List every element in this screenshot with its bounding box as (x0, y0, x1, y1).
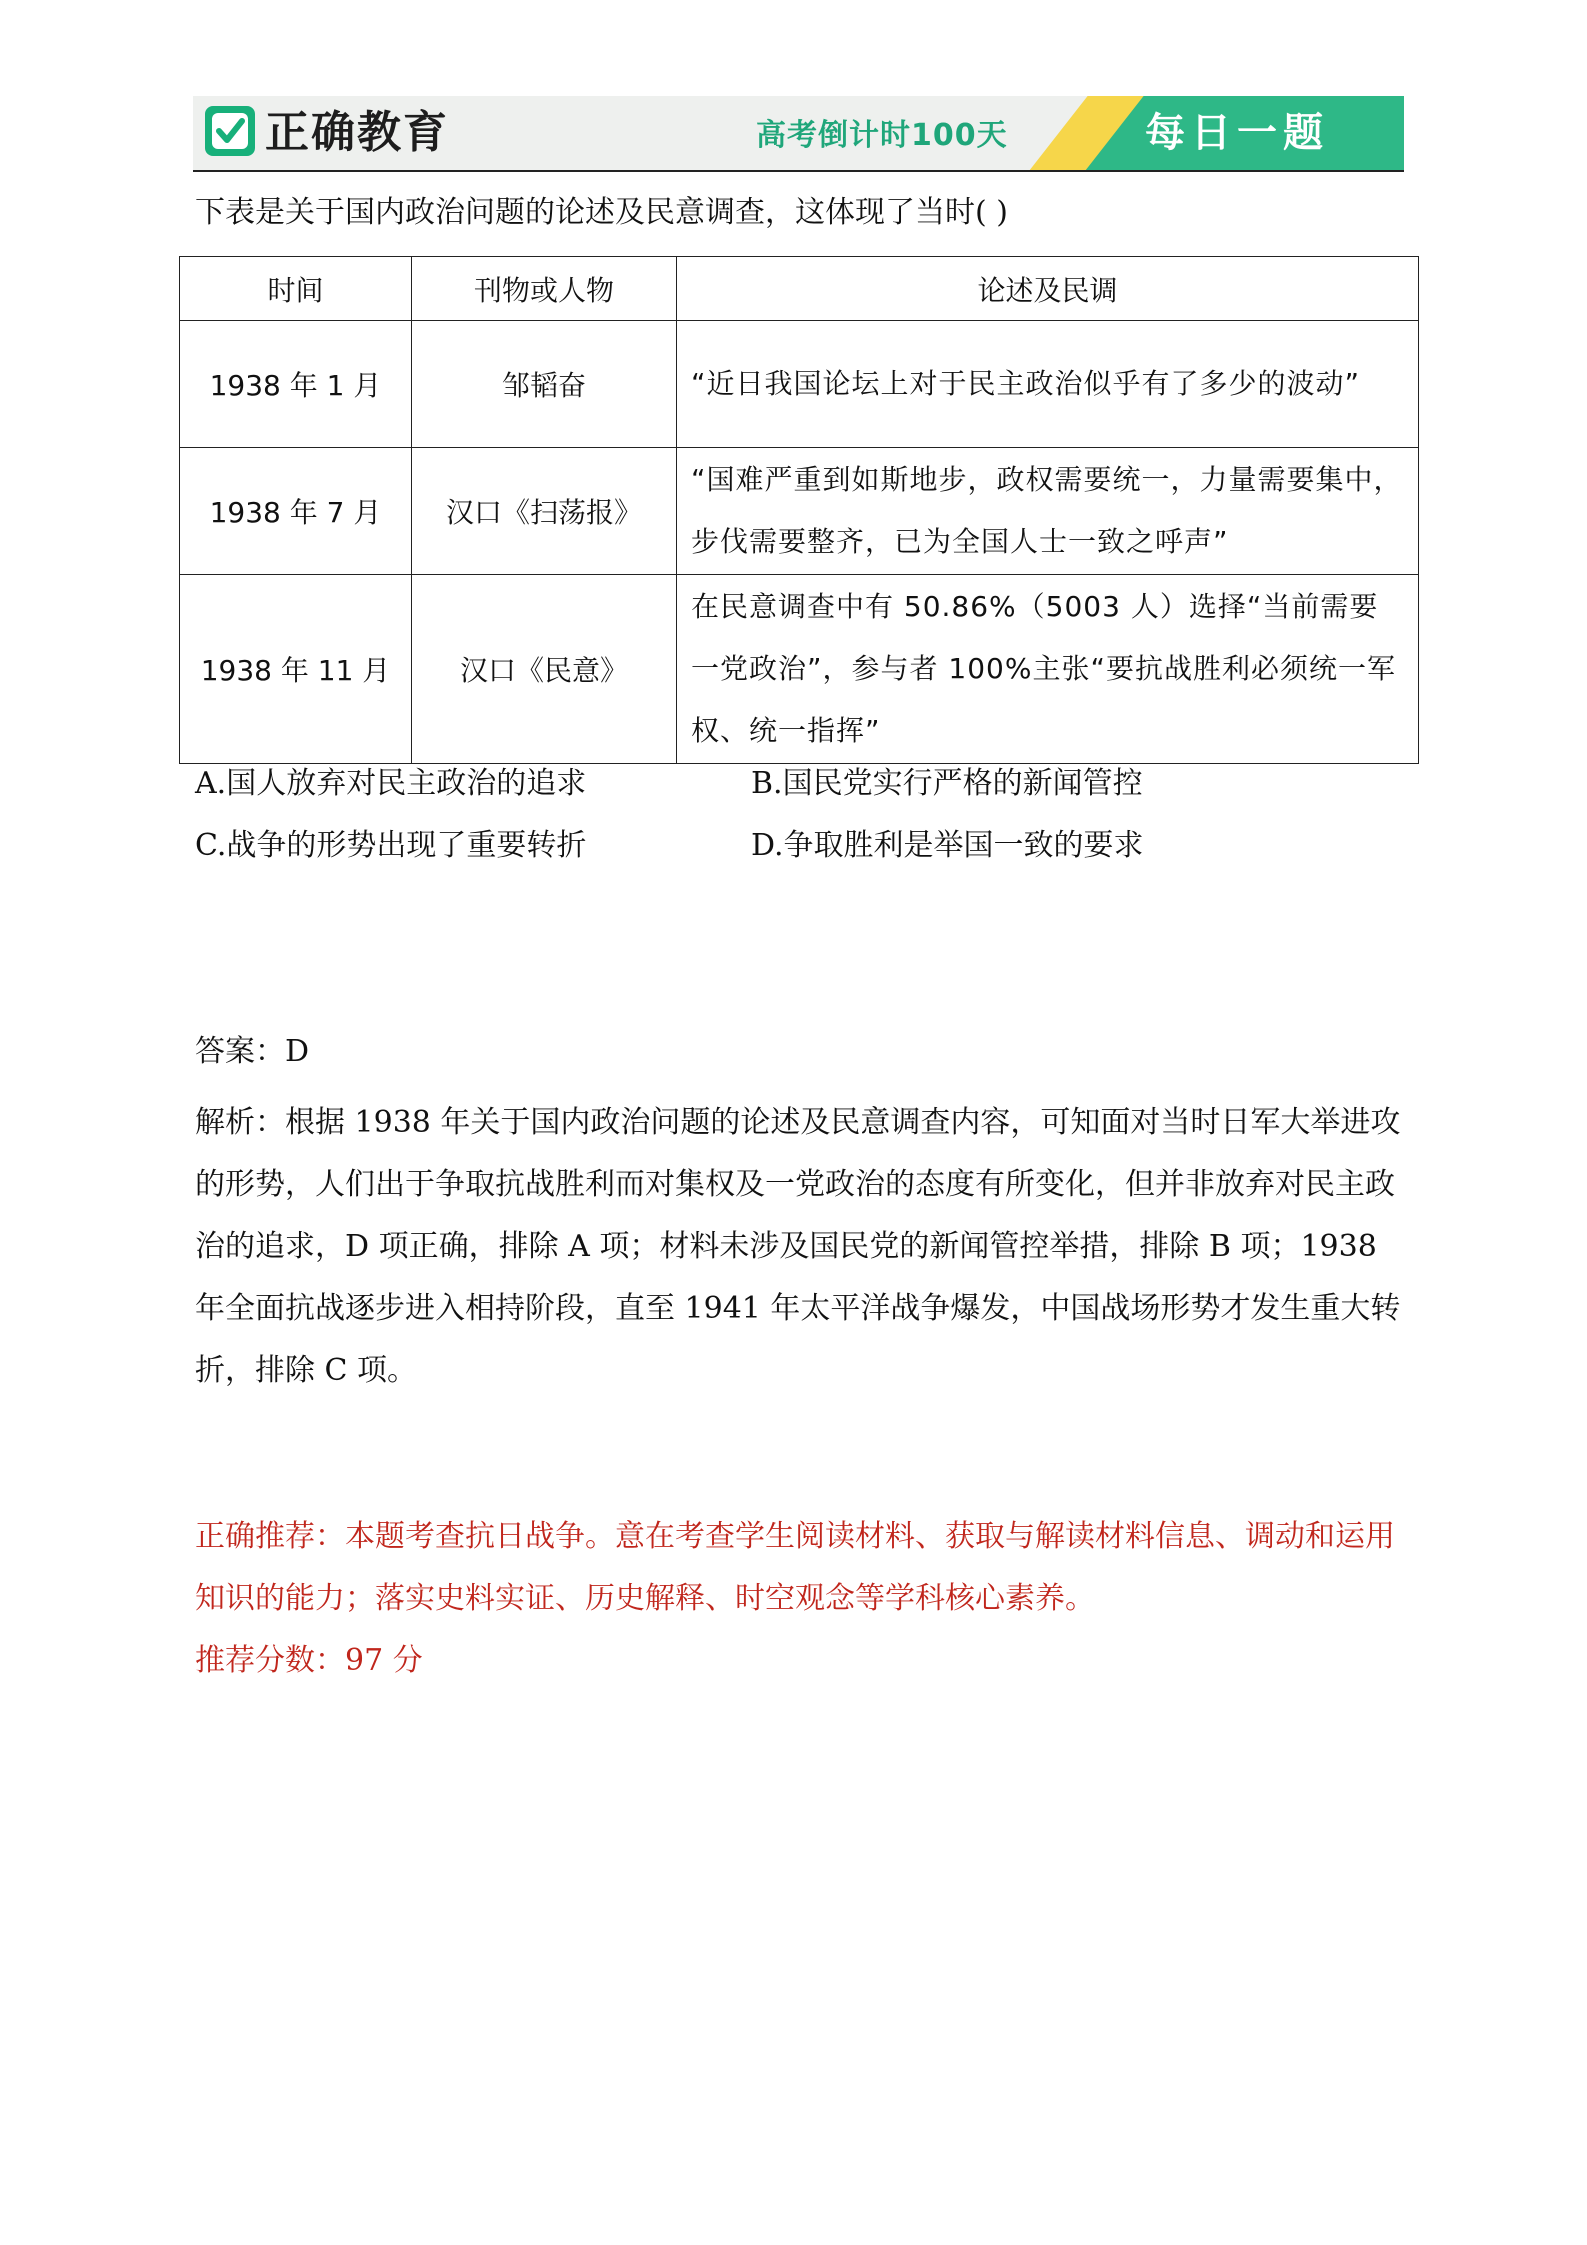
table-row (180, 448, 1419, 575)
option-a: A.国人放弃对民主政治的追求 (195, 766, 587, 801)
cell-time: 1938 年 7 月 (180, 448, 412, 575)
answer-line: 答案：D (195, 1034, 310, 1069)
cell-source: 邹韬奋 (412, 321, 677, 448)
daily-question-label: 每日一题 (1145, 110, 1329, 156)
header-time: 时间 (180, 257, 412, 321)
material-table (179, 256, 1419, 764)
table-header-row (180, 257, 1419, 321)
countdown-label: 高考倒计时100天 (756, 118, 1008, 153)
check-icon (205, 106, 255, 156)
option-c: C.战争的形势出现了重要转折 (195, 828, 587, 863)
recommendation-text: 正确推荐：本题考查抗日战争。意在考查学生阅读材料、获取与解读材料信息、调动和运用知识的能力；落实史料实证、历史解释、时空观念等学科核心素养。 (195, 1519, 1395, 1616)
option-d: D.争取胜利是举国一致的要求 (751, 828, 1144, 863)
analysis-paragraph: 解析：根据 1938 年关于国内政治问题的论述及民意调查内容，可知面对当时日军大举进攻的形势，人们出于争取抗战胜利而对集权及一党政治的态度有所变化，但并非放弃对民主政治的追求，D 项正确，排除 A 项；材料未涉及国民党的新闻管控举措，排除 B 项；1938 年全面抗战逐步进入相持阶段，直至 1941 年太平洋战争爆发，中国战场形势才发生重大转折，排除 C 项。 (195, 1105, 1401, 1388)
table-row (180, 575, 1419, 764)
brand-name: 正确教育 (265, 107, 449, 158)
cell-time: 1938 年 1 月 (180, 321, 412, 448)
recommendation-score: 推荐分数：97 分 (195, 1643, 423, 1678)
header-rule (193, 170, 1404, 172)
cell-content: “近日我国论坛上对于民主政治似乎有了多少的波动” (677, 321, 1419, 448)
header-banner (193, 96, 1404, 171)
header-content: 论述及民调 (677, 257, 1419, 321)
question-stem: 下表是关于国内政治问题的论述及民意调查，这体现了当时( ) (195, 195, 1008, 230)
option-b: B.国民党实行严格的新闻管控 (751, 766, 1143, 801)
cell-content: 在民意调查中有 50.86%（5003 人）选择“当前需要一党政治”，参与者 100%主张“要抗战胜利必须统一军权、统一指挥” (677, 575, 1419, 764)
cell-source: 汉口《民意》 (412, 575, 677, 764)
cell-content: “国难严重到如斯地步，政权需要统一，力量需要集中，步伐需要整齐，已为全国人士一致之呼声” (677, 448, 1419, 575)
header-source: 刊物或人物 (412, 257, 677, 321)
cell-source: 汉口《扫荡报》 (412, 448, 677, 575)
cell-time: 1938 年 11 月 (180, 575, 412, 764)
table-row (180, 321, 1419, 448)
